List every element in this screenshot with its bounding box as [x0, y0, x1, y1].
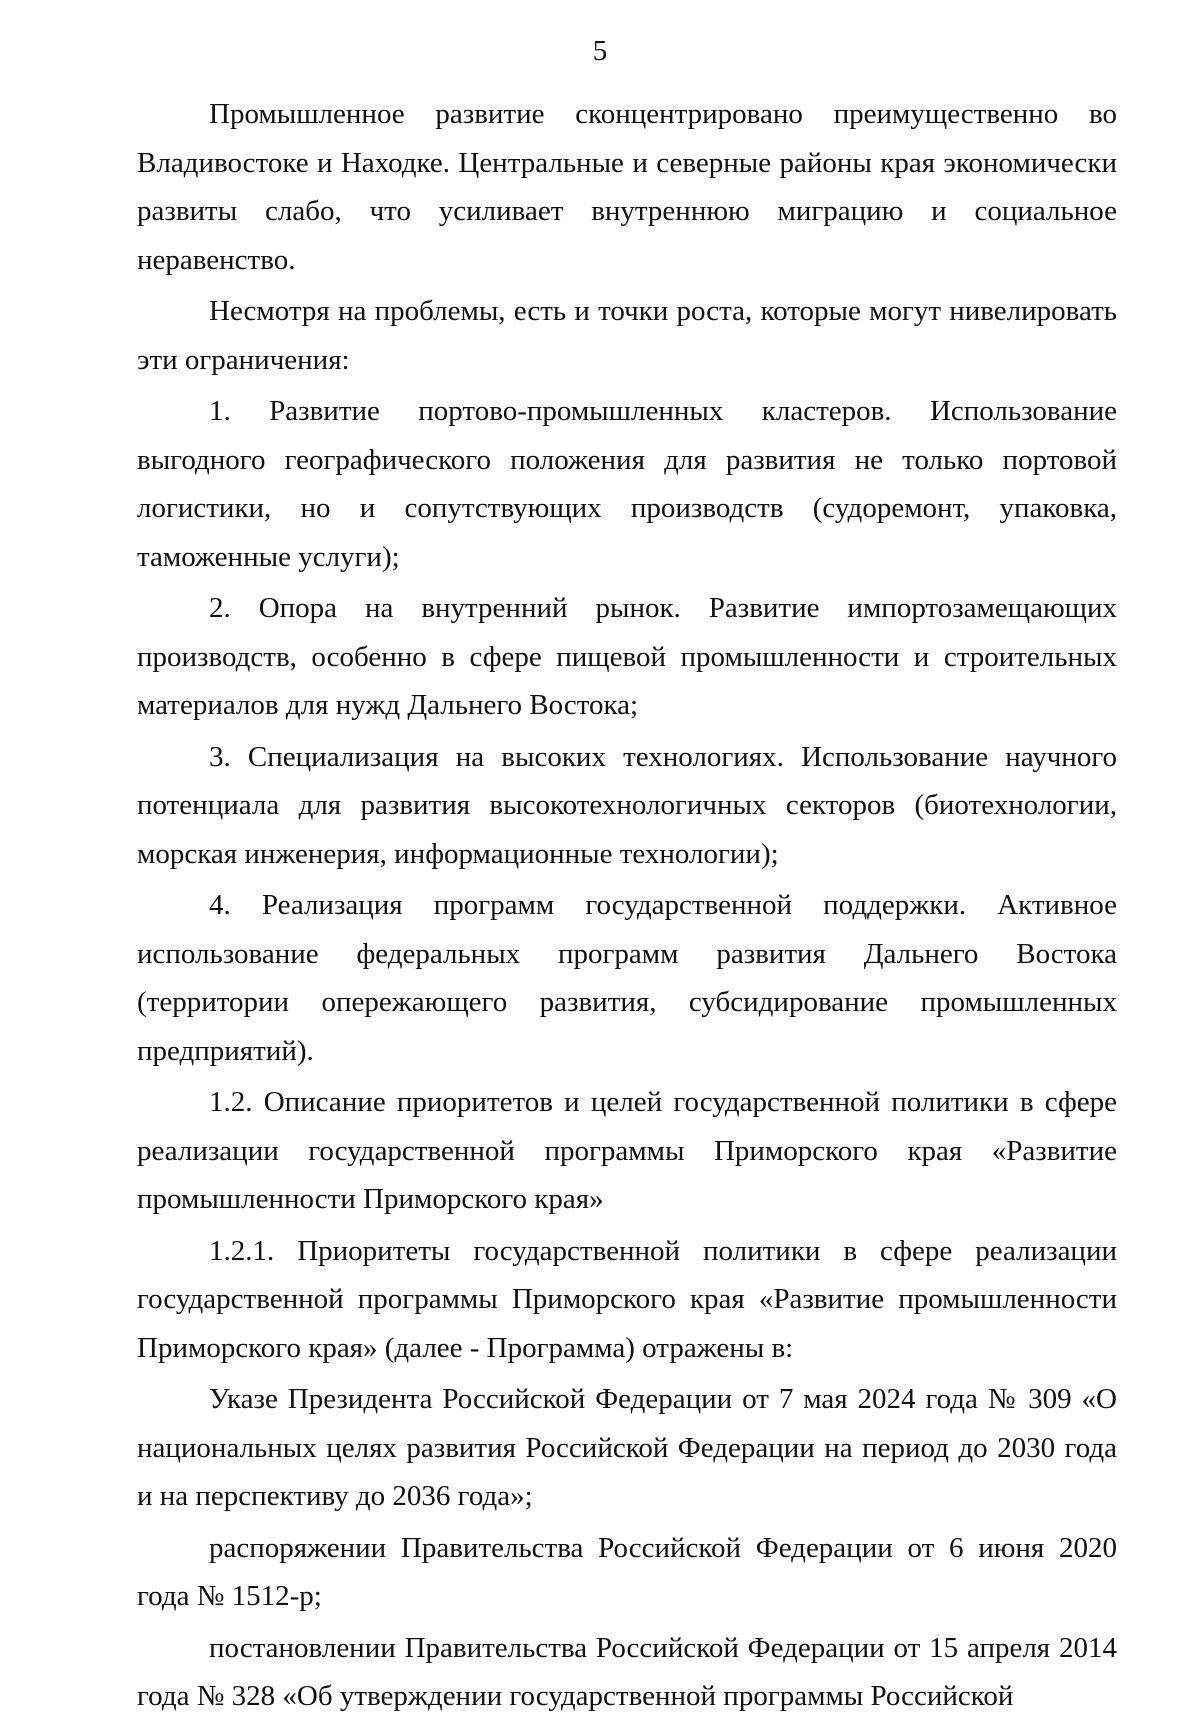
paragraph-growth-points-intro: Несмотря на проблемы, есть и точки роста, которые могут нивелировать эти ограничения: — [137, 295, 1117, 376]
section-heading-1-2-1: 1.2.1. Приоритеты государственной политики в сфере реализации государственной программы Приморского края «Развитие промышленности Приморского края» (далее - Программа) отражены в: — [137, 1234, 1117, 1364]
list-item-port-clusters: 1. Развитие портово-промышленных кластеров. Использование выгодного географического положения для развития не только портовой логистики, но и сопутствующих производств (судоремонт, упаковка, таможенные услуги); — [137, 395, 1117, 573]
page-number: 5 — [592, 35, 608, 67]
paragraph-presidential-decree: Указе Президента Российской Федерации от 7 мая 2024 года № 309 «О национальных целях развития Российской Федерации на период до 2030 года и на перспективу до 2036 года»; — [137, 1383, 1117, 1512]
paragraph-government-resolution: постановлении Правительства Российской Федерации от 15 апреля 2014 года № 328 «Об утверждении государственной программы Российской — [137, 1631, 1117, 1712]
paragraph-government-order: распоряжении Правительства Российской Федерации от 6 июня 2020 года № 1512-р; — [137, 1531, 1117, 1612]
list-item-domestic-market: 2. Опора на внутренний рынок. Развитие импортозамещающих производств, особенно в сфере пищевой промышленности и строительных материалов для нужд Дальнего Востока; — [137, 592, 1117, 721]
section-heading-1-2: 1.2. Описание приоритетов и целей государственной политики в сфере реализации государственной программы Приморского края «Развитие промышленности Приморского края» — [137, 1086, 1117, 1215]
paragraph-industrial-development: Промышленное развитие сконцентрировано преимущественно во Владивостоке и Находке. Центральные и северные районы края экономически развиты слабо, что усиливает внутреннюю миграцию и социальное неравенство. — [137, 98, 1117, 276]
list-item-state-support: 4. Реализация программ государственной поддержки. Активное использование федеральных программ развития Дальнего Востока (территории опережающего развития, субсидирование промышленных предприятий). — [137, 889, 1117, 1067]
list-item-high-technologies: 3. Специализация на высоких технологиях. Использование научного потенциала для развития высокотехнологичных секторов (биотехнологии, морская инженерия, информационные технологии); — [137, 740, 1117, 870]
document-body — [137, 90, 1117, 1724]
